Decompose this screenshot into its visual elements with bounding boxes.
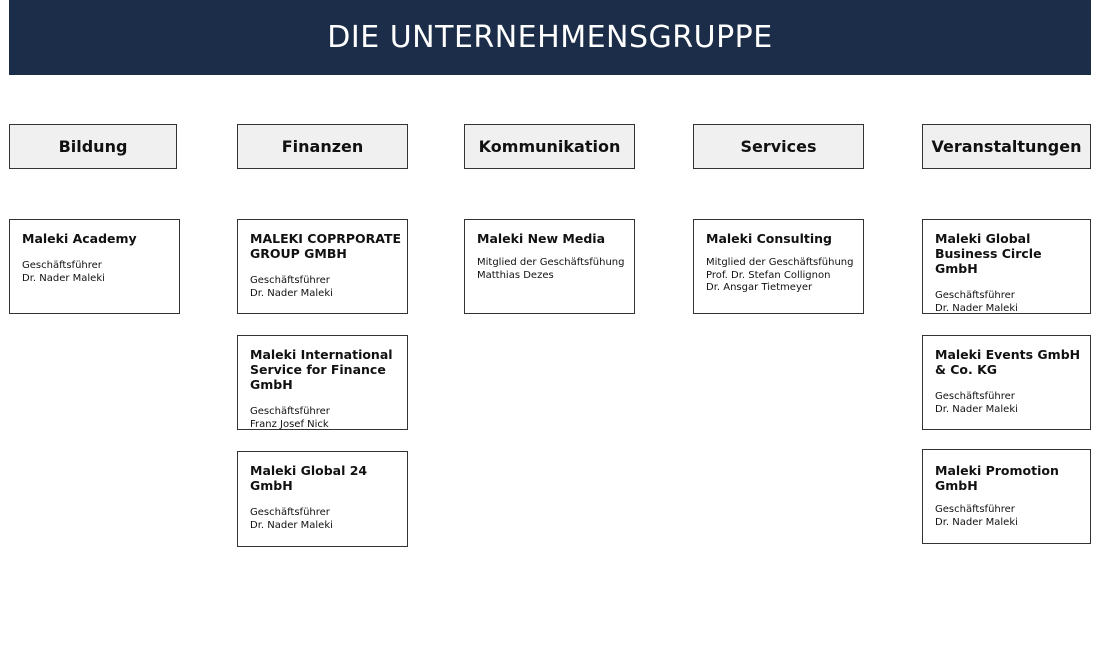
company-person: Dr. Nader Maleki xyxy=(250,287,333,299)
company-person: Prof. Dr. Stefan Collignon xyxy=(706,269,831,281)
header-banner xyxy=(9,0,1091,75)
category-services: Services xyxy=(693,124,864,169)
company-role: Mitglied der Geschäftsfühung xyxy=(477,257,625,268)
company-person: Matthias Dezes xyxy=(477,269,554,281)
company-role: Geschäftsführer xyxy=(250,406,330,417)
company-person: Dr. Nader Maleki xyxy=(250,519,333,531)
company-role: Geschäftsführer xyxy=(935,290,1015,301)
company-name: Maleki Promotion GmbH xyxy=(935,463,1059,493)
company-name: MALEKI COPRPORATE GROUP GMBH xyxy=(250,231,402,261)
category-veranstaltungen: Veranstaltungen xyxy=(922,124,1091,169)
company-person: Dr. Nader Maleki xyxy=(935,302,1018,314)
category-finanzen: Finanzen xyxy=(237,124,408,169)
company-card-maleki-academy xyxy=(9,219,180,314)
company-name: Maleki Events GmbH & Co. KG xyxy=(935,347,1081,377)
company-card-maleki-corporate-group xyxy=(237,219,408,314)
company-card-maleki-new-media xyxy=(464,219,635,314)
company-name: Maleki New Media xyxy=(477,231,606,246)
category-kommunikation: Kommunikation xyxy=(464,124,635,169)
company-card-maleki-promotion xyxy=(922,449,1091,544)
company-name: Maleki Consulting xyxy=(706,231,832,246)
company-card-maleki-global-business-circle xyxy=(922,219,1091,314)
company-name: Maleki International Service for Finance GmbH xyxy=(250,347,393,392)
company-role: Mitglied der Geschäftsfühung xyxy=(706,257,854,268)
company-role: Geschäftsführer xyxy=(935,504,1015,515)
company-card-maleki-global-24 xyxy=(237,451,408,547)
page-title: DIE UNTERNEHMENSGRUPPE xyxy=(327,20,773,55)
company-person: Franz Josef Nick xyxy=(250,418,329,430)
company-role: Geschäftsführer xyxy=(22,260,102,271)
category-bildung: Bildung xyxy=(9,124,177,169)
company-person: Dr. Nader Maleki xyxy=(935,516,1018,528)
company-name: Maleki Global Business Circle GmbH xyxy=(935,231,1042,276)
company-role: Geschäftsführer xyxy=(250,507,330,518)
company-person: Dr. Nader Maleki xyxy=(22,272,105,284)
company-card-maleki-consulting xyxy=(693,219,864,314)
company-name: Maleki Academy xyxy=(22,231,137,246)
company-card-maleki-events xyxy=(922,335,1091,430)
company-role: Geschäftsführer xyxy=(935,391,1015,402)
company-person: Dr. Nader Maleki xyxy=(935,403,1018,415)
company-person: Dr. Ansgar Tietmeyer xyxy=(706,282,813,293)
company-role: Geschäftsführer xyxy=(250,275,330,286)
company-name: Maleki Global 24 GmbH xyxy=(250,463,368,493)
company-card-maleki-international-service xyxy=(237,335,408,430)
